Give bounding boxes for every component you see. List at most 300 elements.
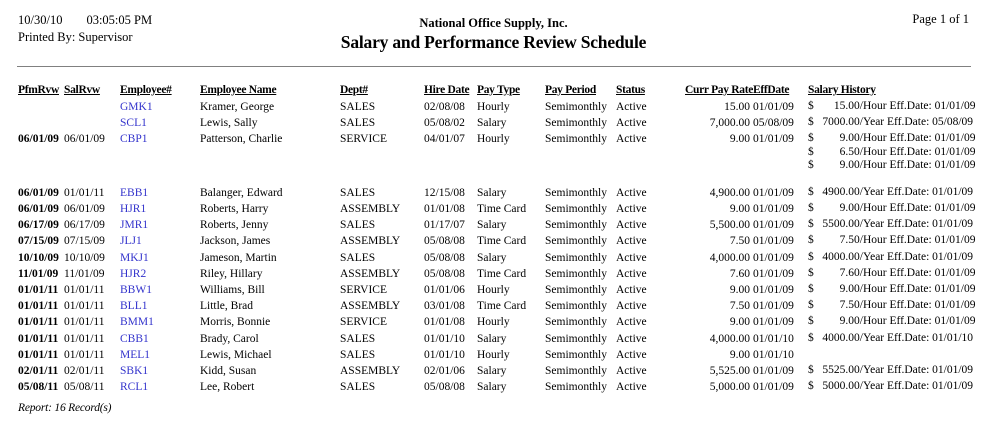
eff-date: 01/01/09	[753, 381, 794, 394]
dollar-sign: $	[808, 363, 814, 376]
hire-date: 01/01/08	[424, 203, 465, 216]
sal-review-date: 05/08/11	[64, 381, 105, 394]
dollar-sign: $	[808, 116, 814, 129]
col-header-pfm-rvw: PfmRvw	[18, 84, 59, 96]
employee-name: Lewis, Michael	[200, 348, 272, 361]
pay-period: Semimonthly	[545, 267, 607, 280]
pfm-review-date	[18, 115, 64, 131]
employee-name: Lee, Robert	[200, 381, 255, 394]
report-header	[0, 0, 987, 66]
curr-pay-rate: 4,000.00	[709, 332, 750, 345]
pfm-review-date: 10/10/09	[18, 251, 59, 264]
hire-date: 01/17/07	[424, 219, 465, 232]
eff-date: 01/01/09	[753, 284, 794, 296]
salary-history	[800, 266, 975, 282]
employee-number-link[interactable]: CBB1	[120, 332, 149, 345]
employee-name: Riley, Hillary	[200, 267, 263, 280]
salary-history	[800, 314, 975, 330]
pay-period: Semimonthly	[545, 251, 607, 264]
curr-pay-rate: 9.00	[729, 203, 750, 216]
table-body	[18, 99, 976, 395]
dept-number: SALES	[340, 186, 376, 199]
hire-date: 01/01/06	[424, 284, 465, 296]
dollar-sign: $	[808, 331, 814, 344]
pay-type: Time Card	[477, 267, 527, 280]
salary-history	[800, 201, 975, 217]
curr-pay-rate: 5,500.00	[709, 219, 750, 232]
salary-history	[800, 379, 973, 395]
pay-period: Semimonthly	[545, 186, 607, 199]
history-amount: 4000.00	[822, 331, 860, 344]
table-row	[18, 185, 974, 201]
status-value: Active	[616, 267, 647, 280]
hire-date: 01/01/08	[424, 316, 465, 329]
status-value: Active	[616, 284, 647, 296]
status-value: Active	[616, 101, 647, 113]
table-row	[18, 131, 976, 173]
pfm-review-date: 02/01/11	[18, 364, 59, 377]
hire-date: 05/08/02	[424, 117, 465, 130]
salary-history-line	[808, 202, 975, 216]
print-date: 10/30/10	[18, 13, 63, 27]
employee-name: Williams, Bill	[200, 284, 265, 296]
col-header-sal-rvw: SalRvw	[64, 84, 100, 96]
hire-date: 04/01/07	[424, 133, 465, 146]
employee-name: Kramer, George	[200, 101, 275, 113]
hire-date: 03/01/08	[424, 300, 465, 313]
eff-date: 01/01/09	[753, 203, 794, 216]
employee-name: Little, Brad	[200, 300, 254, 313]
hire-date: 01/01/10	[424, 348, 465, 361]
sal-review-date: 01/01/11	[64, 284, 105, 296]
history-amount: 7.50	[839, 234, 860, 247]
table-row	[18, 217, 974, 233]
history-detail: /Hour Eff.Date: 01/01/09	[859, 266, 976, 279]
sal-review-date: 06/01/09	[64, 133, 105, 146]
table-row	[18, 201, 976, 217]
salary-history	[800, 331, 973, 347]
employee-name: Roberts, Harry	[200, 203, 269, 216]
pfm-review-date: 06/17/09	[18, 219, 59, 232]
curr-pay-rate: 4,000.00	[709, 251, 750, 264]
eff-date: 01/01/09	[753, 186, 794, 199]
pay-period: Semimonthly	[545, 316, 607, 329]
dollar-sign: $	[808, 145, 814, 158]
pfm-review-date: 01/01/11	[18, 300, 59, 313]
employee-number-link[interactable]: JLJ1	[120, 235, 142, 248]
pay-type: Salary	[477, 381, 507, 394]
salary-history-line	[808, 132, 975, 146]
column-header-row	[18, 84, 971, 96]
employee-name: Jameson, Martin	[200, 251, 277, 264]
sal-review-date	[64, 115, 120, 131]
employee-number-link[interactable]: MKJ1	[120, 251, 149, 264]
dept-number: ASSEMBLY	[340, 203, 401, 216]
dollar-sign: $	[808, 266, 814, 279]
dollar-sign: $	[808, 159, 814, 172]
salary-history-line	[808, 234, 975, 248]
dept-number: SALES	[340, 101, 376, 113]
salary-history-line	[808, 364, 973, 378]
employee-number-link[interactable]: RCL1	[120, 381, 149, 394]
history-detail: /Hour Eff.Date: 01/01/09	[859, 132, 976, 145]
curr-pay-rate: 7.50	[729, 235, 750, 248]
eff-date: 01/01/09	[753, 219, 794, 232]
status-value: Active	[616, 219, 647, 232]
salary-history	[800, 282, 975, 298]
dollar-sign: $	[808, 283, 814, 295]
curr-pay-rate: 15.00	[724, 101, 750, 113]
pay-period: Semimonthly	[545, 117, 607, 130]
history-amount: 7000.00	[822, 116, 860, 129]
salary-history-line	[808, 100, 975, 114]
curr-pay-rate: 9.00	[729, 316, 750, 329]
employee-name: Balanger, Edward	[200, 186, 283, 199]
pay-type: Salary	[477, 364, 507, 377]
dept-number: SERVICE	[340, 133, 387, 146]
status-value: Active	[616, 117, 647, 130]
dollar-sign: $	[808, 202, 814, 215]
curr-pay-rate: 9.00	[729, 348, 750, 361]
eff-date: 01/01/09	[753, 364, 794, 377]
dept-number: ASSEMBLY	[340, 267, 401, 280]
pay-type: Hourly	[477, 101, 510, 113]
table-row	[18, 99, 976, 115]
curr-pay-rate: 9.00	[729, 284, 750, 296]
dept-number: ASSEMBLY	[340, 364, 401, 377]
eff-date: 01/01/09	[753, 316, 794, 329]
status-value: Active	[616, 348, 647, 361]
pay-type: Salary	[477, 219, 507, 232]
salary-history	[800, 347, 971, 363]
dept-number: SALES	[340, 117, 376, 130]
header-divider	[17, 66, 971, 67]
salary-history-line	[808, 146, 975, 160]
employee-name: Roberts, Jenny	[200, 219, 269, 232]
history-amount: 4900.00	[822, 185, 860, 198]
table-row	[18, 347, 971, 363]
employee-name: Patterson, Charlie	[200, 133, 283, 146]
history-amount: 5000.00	[822, 380, 860, 393]
employee-name: Morris, Bonnie	[200, 316, 271, 329]
salary-history-line	[808, 251, 973, 265]
record-count-summary: Report: 16 Record(s)	[18, 402, 112, 414]
curr-pay-rate: 7.50	[729, 300, 750, 313]
hire-date: 05/08/08	[424, 235, 465, 248]
table-row	[18, 331, 974, 347]
table-row	[18, 314, 976, 330]
dollar-sign: $	[808, 132, 814, 145]
pay-type: Salary	[477, 186, 507, 199]
status-value: Active	[616, 332, 647, 345]
dept-number: SALES	[340, 219, 376, 232]
salary-history-line	[808, 332, 973, 346]
pfm-review-date: 01/01/11	[18, 348, 59, 361]
employee-number-link[interactable]: MEL1	[120, 348, 151, 361]
sal-review-date: 01/01/11	[64, 316, 105, 329]
col-header-dept: Dept#	[340, 84, 368, 96]
dept-number: SALES	[340, 381, 376, 394]
dept-number: SALES	[340, 348, 376, 361]
history-detail: /Hour Eff.Date: 01/01/09	[859, 299, 976, 312]
table-row	[18, 363, 974, 379]
dept-number: SERVICE	[340, 284, 387, 296]
pay-type: Hourly	[477, 133, 510, 146]
pay-period: Semimonthly	[545, 348, 607, 361]
employee-number-link[interactable]: HJR2	[120, 267, 147, 280]
salary-history-line	[808, 218, 973, 232]
employee-number-link[interactable]: HJR1	[120, 203, 147, 216]
table-row	[18, 250, 974, 266]
history-detail: /Year Eff.Date: 01/01/09	[859, 363, 974, 376]
pay-type: Salary	[477, 332, 507, 345]
table-row	[18, 115, 974, 131]
curr-pay-rate: 5,525.00	[709, 364, 750, 377]
history-detail: /Hour Eff.Date: 01/01/09	[859, 202, 976, 215]
employee-number-link[interactable]: BLL1	[120, 300, 148, 313]
employee-number-link[interactable]: SBK1	[120, 364, 149, 377]
employee-number-link[interactable]: BBW1	[120, 284, 152, 296]
hire-date: 05/08/08	[424, 381, 465, 394]
curr-pay-rate: 9.00	[729, 133, 750, 146]
col-header-employee-num: Employee#	[120, 84, 172, 96]
salary-history	[800, 363, 973, 379]
salary-history-line	[808, 186, 973, 200]
eff-date: 01/01/09	[753, 133, 794, 146]
status-value: Active	[616, 186, 647, 199]
eff-date: 01/01/10	[753, 332, 794, 345]
sal-review-date: 02/01/11	[64, 364, 105, 377]
pay-period: Semimonthly	[545, 284, 607, 296]
salary-history-line	[808, 267, 975, 281]
sal-review-date: 01/01/11	[64, 332, 105, 345]
pay-period: Semimonthly	[545, 133, 607, 146]
dollar-sign: $	[808, 250, 814, 263]
history-detail: /Year Eff.Date: 01/01/09	[859, 250, 974, 263]
eff-date: 01/01/09	[753, 300, 794, 313]
col-header-curr-pay-rate: Curr Pay Rate	[685, 84, 754, 96]
dept-number: SERVICE	[340, 316, 387, 329]
pfm-review-date: 11/01/09	[18, 267, 59, 280]
title-block	[0, 16, 987, 53]
pay-period: Semimonthly	[545, 101, 607, 113]
salary-history	[800, 233, 975, 249]
pay-period: Semimonthly	[545, 235, 607, 248]
history-amount: 9.00	[839, 283, 860, 295]
col-header-employee-name: Employee Name	[200, 84, 277, 96]
print-time: 03:05:05 PM	[86, 13, 153, 27]
pay-period: Semimonthly	[545, 364, 607, 377]
table-row	[18, 233, 976, 249]
history-amount: 4000.00	[822, 250, 860, 263]
history-detail: /Hour Eff.Date: 01/01/09	[859, 315, 976, 328]
curr-pay-rate: 7.60	[729, 267, 750, 280]
dollar-sign: $	[808, 380, 814, 393]
salary-history	[800, 115, 973, 131]
report-title: Salary and Performance Review Schedule	[340, 32, 647, 52]
sal-review-date: 10/10/09	[64, 251, 105, 264]
salary-history	[800, 99, 975, 115]
status-value: Active	[616, 364, 647, 377]
pfm-review-date: 01/01/11	[18, 284, 59, 296]
pfm-review-date: 06/01/09	[18, 186, 59, 199]
printed-by: Printed By: Supervisor	[18, 30, 133, 44]
salary-history	[800, 217, 973, 233]
salary-history	[800, 185, 973, 201]
pay-period: Semimonthly	[545, 300, 607, 313]
salary-history-line	[808, 159, 975, 173]
col-header-hire-date: Hire Date	[424, 84, 470, 96]
dollar-sign: $	[808, 315, 814, 328]
dollar-sign: $	[808, 234, 814, 247]
history-detail: /Hour Eff.Date: 01/01/09	[859, 159, 976, 172]
pfm-review-date: 05/08/11	[18, 381, 59, 394]
history-amount: 9.00	[839, 202, 860, 215]
pay-type: Hourly	[477, 284, 510, 296]
dollar-sign: $	[808, 218, 814, 231]
history-detail: /Hour Eff.Date: 01/01/09	[859, 283, 976, 295]
eff-date: 05/08/09	[753, 117, 794, 130]
status-value: Active	[616, 203, 647, 216]
history-amount: 9.00	[839, 159, 860, 172]
eff-date: 01/01/10	[753, 348, 794, 361]
table-row	[18, 266, 976, 282]
salary-history-line	[808, 315, 975, 329]
pay-period: Semimonthly	[545, 381, 607, 394]
history-detail: /Year Eff.Date: 01/01/09	[859, 218, 974, 231]
history-detail: /Year Eff.Date: 01/01/09	[859, 185, 974, 198]
curr-pay-rate: 5,000.00	[709, 381, 750, 394]
eff-date: 01/01/09	[753, 251, 794, 264]
col-header-pay-type: Pay Type	[477, 84, 520, 96]
salary-history-line	[808, 380, 973, 394]
pay-type: Hourly	[477, 316, 510, 329]
salary-history-line	[808, 283, 975, 297]
eff-date: 01/01/09	[753, 101, 794, 113]
curr-pay-rate: 4,900.00	[709, 186, 750, 199]
salary-history-line	[808, 299, 975, 313]
status-value: Active	[616, 381, 647, 394]
col-header-eff-date: EffDate	[753, 84, 790, 96]
history-detail: /Hour Eff.Date: 01/01/09	[859, 234, 976, 247]
dept-number: ASSEMBLY	[340, 300, 401, 313]
history-amount: 15.00	[833, 100, 860, 112]
dept-number: SALES	[340, 332, 376, 345]
dept-number: SALES	[340, 251, 376, 264]
pay-period: Semimonthly	[545, 219, 607, 232]
pay-type: Salary	[477, 117, 507, 130]
dollar-sign: $	[808, 100, 814, 112]
page-indicator: Page 1 of 1	[912, 12, 969, 26]
table-row	[18, 298, 976, 314]
history-amount: 6.50	[839, 145, 860, 158]
salary-history	[800, 131, 975, 173]
pay-type: Salary	[477, 251, 507, 264]
salary-history	[800, 250, 973, 266]
employee-name: Jackson, James	[200, 235, 271, 248]
eff-date: 01/01/09	[753, 235, 794, 248]
pfm-review-date: 07/15/09	[18, 235, 59, 248]
eff-date: 01/01/09	[753, 267, 794, 280]
history-detail: /Year Eff.Date: 01/01/10	[859, 331, 974, 344]
salary-history-line	[808, 116, 973, 130]
employee-name: Kidd, Susan	[200, 364, 257, 377]
sal-review-date: 01/01/11	[64, 348, 105, 361]
history-amount: 9.00	[839, 132, 860, 145]
hire-date: 02/01/06	[424, 364, 465, 377]
dollar-sign: $	[808, 185, 814, 198]
dept-number: ASSEMBLY	[340, 235, 401, 248]
employee-number-link[interactable]: CBP1	[120, 133, 148, 146]
pay-type: Hourly	[477, 348, 510, 361]
dollar-sign: $	[808, 299, 814, 312]
sal-review-date: 01/01/11	[64, 300, 105, 313]
hire-date: 01/01/10	[424, 332, 465, 345]
table-row	[18, 282, 976, 298]
hire-date: 12/15/08	[424, 186, 465, 199]
history-amount: 5500.00	[822, 218, 860, 231]
sal-review-date: 06/01/09	[64, 203, 105, 216]
history-detail: /Year Eff.Date: 01/01/09	[859, 380, 974, 393]
col-header-status: Status	[616, 84, 645, 96]
pfm-review-date: 06/01/09	[18, 133, 59, 146]
history-detail: /Year Eff.Date: 05/08/09	[859, 116, 974, 129]
status-value: Active	[616, 300, 647, 313]
curr-pay-rate: 7,000.00	[709, 117, 750, 130]
pfm-review-date: 01/01/11	[18, 316, 59, 329]
col-header-salary-history: Salary History	[808, 84, 876, 96]
employee-number-link[interactable]: JMR1	[120, 219, 149, 232]
pfm-review-date: 01/01/11	[18, 332, 59, 345]
salary-history	[800, 298, 975, 314]
employee-number-link[interactable]: EBB1	[120, 186, 149, 199]
hire-date: 02/08/08	[424, 101, 465, 113]
pay-period: Semimonthly	[545, 203, 607, 216]
pay-period: Semimonthly	[545, 332, 607, 345]
company-name: National Office Supply, Inc.	[419, 16, 568, 30]
sal-review-date: 06/17/09	[64, 219, 105, 232]
history-detail: /Hour Eff.Date: 01/01/09	[859, 145, 976, 158]
pfm-review-date: 06/01/09	[18, 203, 59, 216]
status-value: Active	[616, 133, 647, 146]
pfm-review-date	[18, 99, 64, 115]
pay-type: Time Card	[477, 300, 527, 313]
history-amount: 7.60	[839, 266, 860, 279]
hire-date: 05/08/08	[424, 267, 465, 280]
col-header-pay-period: Pay Period	[545, 84, 596, 96]
status-value: Active	[616, 251, 647, 264]
employee-number-link[interactable]: GMK1	[120, 101, 153, 113]
history-amount: 7.50	[839, 299, 860, 312]
employee-name: Lewis, Sally	[200, 117, 258, 130]
employee-number-link[interactable]: SCL1	[120, 117, 147, 130]
history-detail: /Hour Eff.Date: 01/01/09	[859, 100, 976, 112]
pay-type: Time Card	[477, 235, 527, 248]
status-value: Active	[616, 316, 647, 329]
history-amount: 5525.00	[822, 363, 860, 376]
table-row	[18, 379, 974, 395]
pay-type: Time Card	[477, 203, 527, 216]
hire-date: 05/08/08	[424, 251, 465, 264]
sal-review-date: 07/15/09	[64, 235, 105, 248]
employee-number-link[interactable]: BMM1	[120, 316, 154, 329]
sal-review-date	[64, 99, 120, 115]
history-amount: 9.00	[839, 315, 860, 328]
status-value: Active	[616, 235, 647, 248]
employee-name: Brady, Carol	[200, 332, 259, 345]
sal-review-date: 01/01/11	[64, 186, 105, 199]
sal-review-date: 11/01/09	[64, 267, 105, 280]
